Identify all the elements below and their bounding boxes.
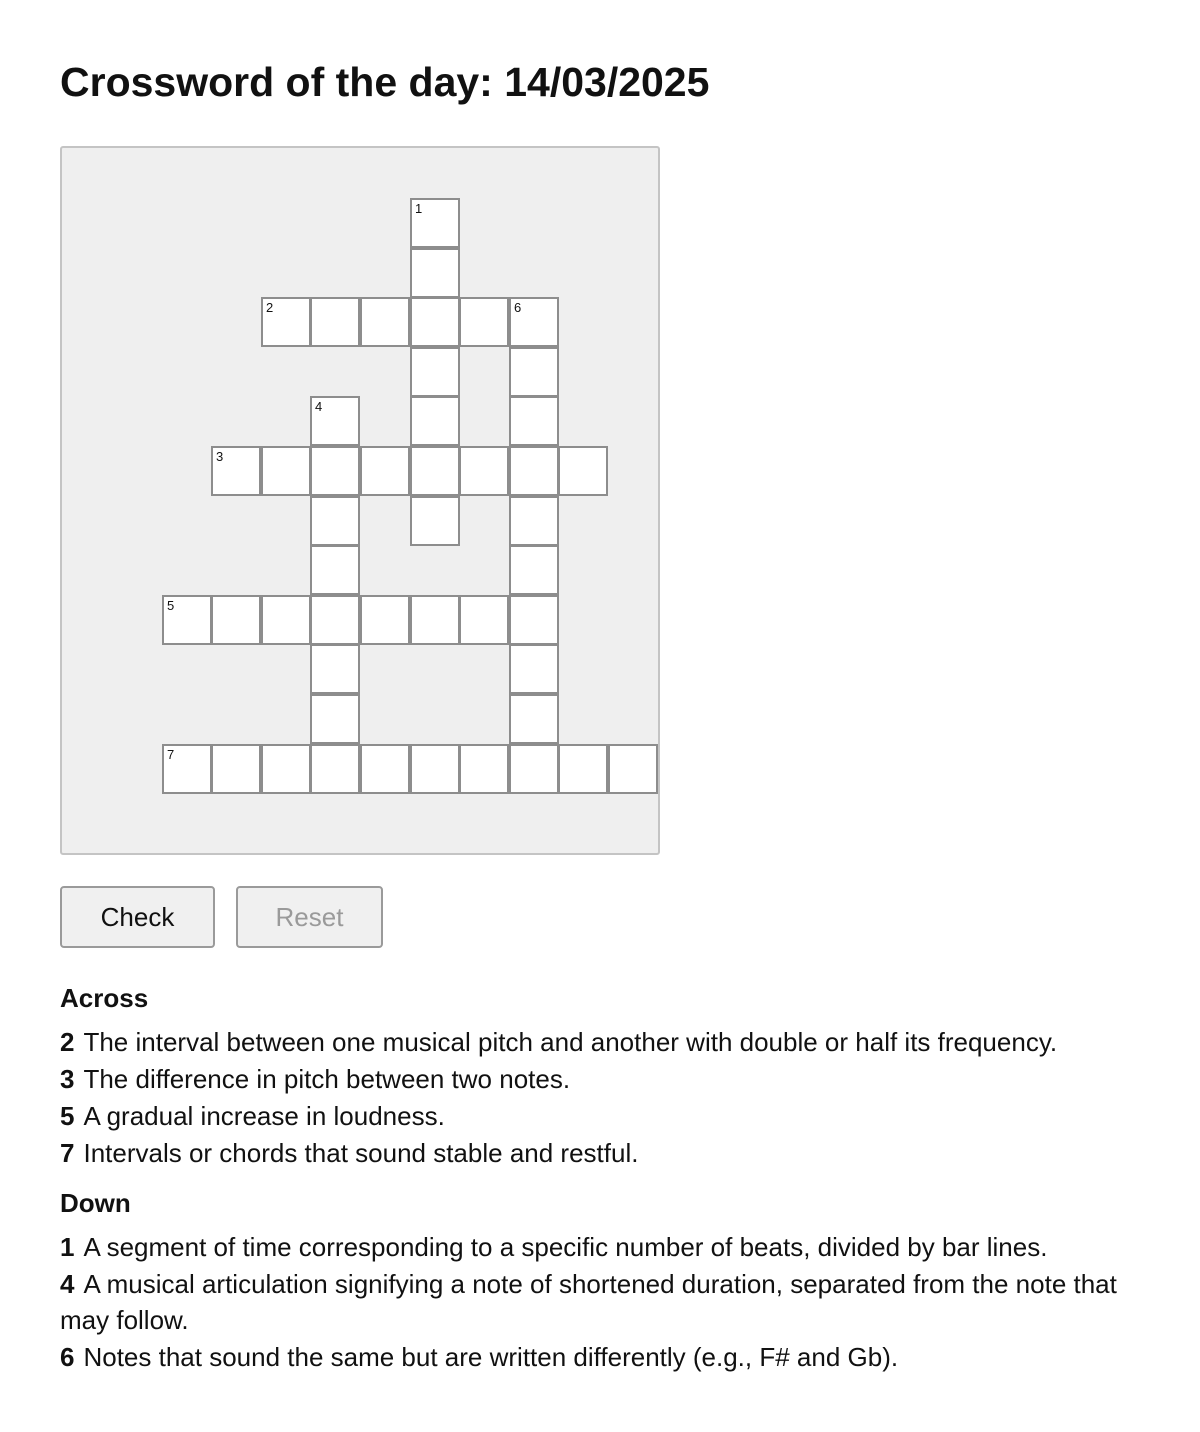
reset-button[interactable]: Reset [236,886,383,948]
crossword-cell[interactable] [211,744,261,794]
crossword-cell[interactable] [360,446,410,496]
crossword-cell[interactable] [310,744,360,794]
across-heading: Across [60,983,149,1013]
crossword-cell[interactable] [509,396,559,446]
clue-number-label: 5 [167,598,175,613]
crossword-cell[interactable] [261,297,311,347]
crossword-cell[interactable] [509,644,559,694]
crossword-cell[interactable] [459,297,509,347]
crossword-cell[interactable] [310,644,360,694]
crossword-cell[interactable] [509,694,559,744]
clue-number: 4 [60,1269,75,1299]
crossword-cell[interactable] [211,446,261,496]
crossword-cell[interactable] [310,396,360,446]
down-clue [60,1266,1170,1338]
crossword-cell[interactable] [162,744,212,794]
down-heading: Down [60,1188,131,1218]
crossword-cell[interactable] [558,446,608,496]
crossword-cell[interactable] [261,744,311,794]
across-clue [60,1098,1170,1134]
page-title: Crossword of the day: 14/03/2025 [60,59,710,105]
down-clue [60,1339,1170,1375]
crossword-cell[interactable] [558,744,608,794]
crossword-cell[interactable] [459,744,509,794]
crossword-cell[interactable] [162,595,212,645]
across-clue [60,1024,1170,1060]
crossword-cell[interactable] [509,297,559,347]
crossword-cell[interactable] [360,595,410,645]
clue-number-label: 1 [415,201,423,216]
clue-text: Intervals or chords that sound stable and restful. [83,1138,639,1168]
crossword-cell[interactable] [211,595,261,645]
clue-number: 1 [60,1232,75,1262]
crossword-cell[interactable] [310,496,360,546]
crossword-cell[interactable] [410,198,460,248]
crossword-cell[interactable] [410,496,460,546]
crossword-cell[interactable] [459,446,509,496]
crossword-cell[interactable] [608,744,658,794]
clues-section [60,980,1170,1389]
clue-text: A gradual increase in loudness. [83,1101,445,1131]
crossword-cell[interactable] [410,595,460,645]
clue-text: A segment of time corresponding to a specific number of beats, divided by bar lines. [83,1232,1048,1262]
crossword-cell[interactable] [310,297,360,347]
clue-number: 6 [60,1342,75,1372]
crossword-cell[interactable] [261,595,311,645]
across-clue [60,1135,1170,1171]
across-clue [60,1061,1170,1097]
crossword-cell[interactable] [509,496,559,546]
check-button[interactable]: Check [60,886,215,948]
across-clue-list [60,1024,1170,1171]
crossword-cell[interactable] [310,446,360,496]
crossword-grid [62,148,658,853]
crossword-cell[interactable] [360,744,410,794]
clue-text: Notes that sound the same but are written differently (e.g., F# and Gb). [83,1342,899,1372]
clue-text: The interval between one musical pitch and another with double or half its frequency. [83,1027,1058,1057]
crossword-cell[interactable] [410,248,460,298]
down-clue [60,1229,1170,1265]
crossword-cell[interactable] [410,297,460,347]
crossword-cell[interactable] [410,446,460,496]
clue-number: 7 [60,1138,75,1168]
crossword-cell[interactable] [509,446,559,496]
clue-number: 2 [60,1027,75,1057]
clue-number: 5 [60,1101,75,1131]
crossword-cell[interactable] [509,744,559,794]
clue-number-label: 3 [216,449,224,464]
clue-number-label: 6 [514,300,522,315]
clue-text: A musical articulation signifying a note of shortened duration, separated from the note that may follow. [60,1269,1117,1335]
crossword-cell[interactable] [310,595,360,645]
clue-number-label: 4 [315,399,323,414]
down-clue-list [60,1229,1170,1375]
crossword-cell[interactable] [360,297,410,347]
crossword-cell[interactable] [261,446,311,496]
crossword-cell[interactable] [410,396,460,446]
crossword-cell[interactable] [310,694,360,744]
clue-number: 3 [60,1064,75,1094]
crossword-cell[interactable] [410,744,460,794]
clue-number-label: 7 [167,747,175,762]
crossword-board [60,146,660,855]
crossword-cell[interactable] [509,347,559,397]
crossword-cell[interactable] [509,595,559,645]
crossword-cell[interactable] [410,347,460,397]
clue-number-label: 2 [266,300,274,315]
crossword-cell[interactable] [459,595,509,645]
crossword-cell[interactable] [310,545,360,595]
clue-text: The difference in pitch between two notes. [83,1064,571,1094]
crossword-cell[interactable] [509,545,559,595]
